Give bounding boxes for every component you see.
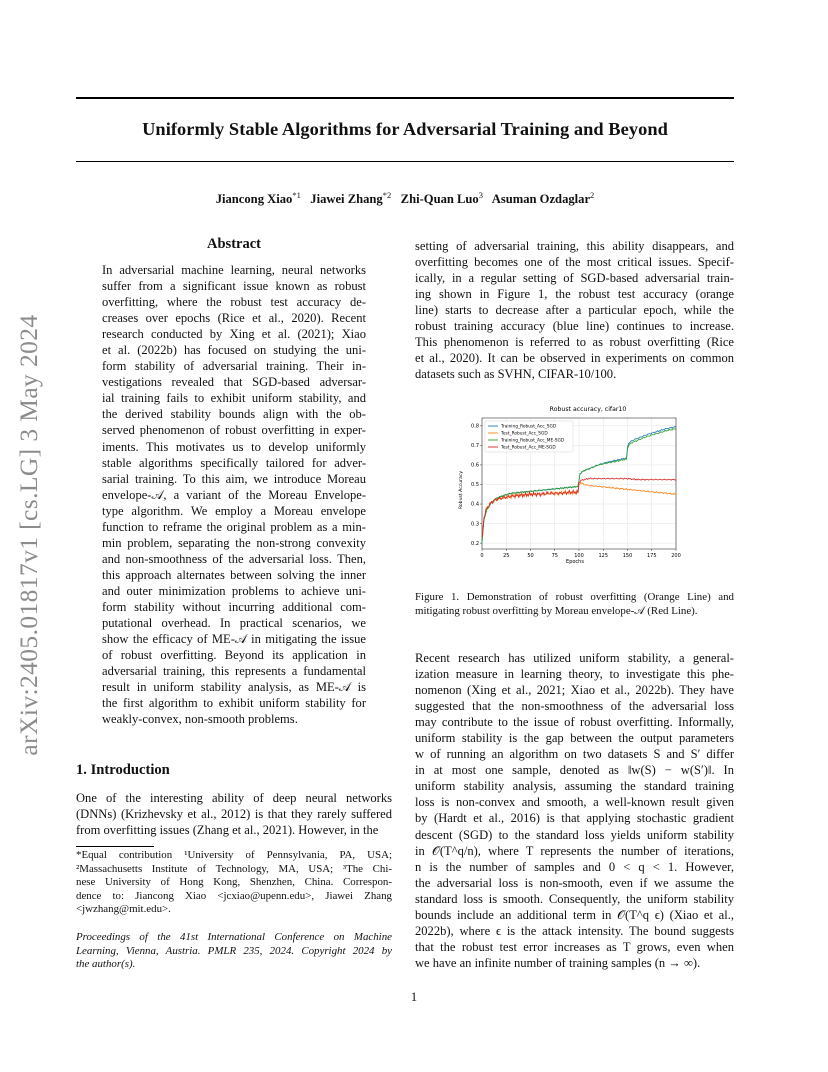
abstract-line: sarial training. To this aim, we introduce Moreau — [102, 471, 366, 486]
intro-line: One of the interesting ability of deep neural networks — [76, 791, 392, 805]
x-tick-label: 200 — [671, 553, 681, 559]
body-line: bounds include an additional term in 𝒪(T^q ϵ) (Xiao et al., — [415, 907, 734, 922]
y-tick-label: 0.5 — [471, 482, 479, 489]
abstract-line: result in uniform stability analysis, as ME-𝒜 is — [102, 680, 366, 695]
abstract-line: iments. This motivates us to develop uniformly — [102, 439, 366, 454]
y-tick-label: 0.4 — [471, 501, 479, 508]
body-line: loss is non-convex and smooth, a well-known result given — [415, 795, 734, 810]
body-line: uniform stability is the gap between the output parameters — [415, 731, 734, 746]
abstract-line: form stability without incurring additional com- — [102, 599, 366, 614]
author-name: Zhi-Quan Luo — [400, 192, 479, 207]
abstract-line: weakly-convex, non-smooth problems. — [102, 712, 298, 727]
author-list — [76, 190, 734, 207]
intro-line: (DNNs) (Krizhevsky et al., 2012) is that they rarely suffered — [76, 807, 392, 822]
title-bottom-rule — [76, 161, 734, 162]
abstract-line: min problem, separating the non-strong convexity — [102, 535, 366, 550]
figure-caption — [415, 591, 734, 619]
footnote-line: nese University of Hong Kong, Shenzhen, China. Correspon- — [76, 876, 392, 889]
y-tick-label: 0.6 — [471, 462, 479, 469]
abstract-line: function to reframe the original problem as a min- — [102, 519, 366, 534]
body-line: overfitting becomes one of the most critical issues. Specif- — [415, 255, 734, 270]
y-tick-label: 0.3 — [471, 521, 479, 528]
body-line: robust training accuracy (blue line) continues to increase. — [415, 319, 734, 334]
body-line: et al., 2020). It can be observed in experiments on common — [415, 351, 734, 366]
abstract-line: this approach alternates between solving the inner — [102, 567, 366, 582]
chart-y-axis-label: Robust Accuracy — [459, 470, 464, 510]
body-line: that the robust test error increases as T grows, even when — [415, 939, 734, 954]
title-top-rule — [76, 97, 734, 99]
footnote-line: *Equal contribution ¹University of Pennsylvania, PA, USA; — [76, 849, 392, 861]
body-line: by (Hardt et al., 2016) is that applying stochastic gradient — [415, 811, 734, 826]
abstract-line: ial training fails to exhibit uniform stability, and — [102, 391, 366, 406]
y-tick-label: 0.2 — [471, 540, 479, 547]
section-heading: 1. Introduction — [76, 762, 170, 778]
body-line: we have an infinite number of training samples (n → ∞). — [415, 955, 701, 970]
abstract-body — [102, 262, 366, 727]
abstract-line: suffer from a significant issue known as robust — [102, 279, 366, 294]
footnote-line: <jwzhang@mit.edu>. — [76, 903, 171, 916]
intro-paragraph — [76, 790, 392, 838]
body-line: ing shown in Figure 1, the robust test accuracy (orange — [415, 287, 734, 302]
author-affiliation-mark: 2 — [590, 190, 595, 200]
legend-label: Test_Robust_Acc_SGD — [501, 431, 548, 437]
abstract-line: and non-smoothness of the adversarial loss. Then, — [102, 551, 366, 566]
body-line: nomenon (Xing et al., 2021; Xiao et al., 2022b). They have — [415, 683, 734, 698]
affiliation-footnote — [76, 849, 392, 917]
y-tick-label: 0.8 — [471, 423, 479, 430]
author-name: Asuman Ozdaglar — [491, 192, 591, 207]
page-number: 1 — [410, 990, 418, 1004]
body-line: n is the number of samples and 0 < q < 1. However, — [415, 859, 734, 874]
author-name: Jiancong Xiao — [215, 192, 293, 207]
paper-title: Uniformly Stable Algorithms for Adversarial Training and Beyond — [142, 119, 668, 139]
abstract-line: vestigations revealed that SGD-based adversar- — [102, 375, 366, 390]
body-line: 2022b), where ϵ is the attack intensity. The bound suggests — [415, 923, 734, 938]
abstract-line: overfitting, where the robust test accuracy de- — [102, 295, 366, 310]
x-tick-label: 175 — [646, 553, 657, 559]
body-line: suggested that the non-smoothness of the adversarial loss — [415, 699, 734, 714]
body-line: the adversarial loss is non-smooth, even if we assume the — [415, 875, 734, 890]
abstract-heading: Abstract — [207, 236, 261, 252]
body-line: line) starts to decrease after a particular epoch, while the — [415, 303, 734, 318]
x-tick-label: 100 — [574, 553, 584, 559]
legend-label: Training_Robust_Acc_ME-SGD — [501, 438, 565, 444]
abstract-line: envelope-𝒜, a variant of the Moreau Envelope- — [102, 487, 366, 502]
body-line: datasets such as SVHN, CIFAR-10/100. — [415, 367, 617, 382]
abstract-line: creases over epochs (Rice et al., 2020). Recent — [102, 311, 366, 326]
footnote-rule — [76, 846, 154, 847]
arxiv-identifier: arXiv:2405.01817v1 [cs.LG] 3 May 2024 — [14, 314, 43, 756]
body-line: uniform stability analysis, assuming the standard training — [415, 779, 734, 794]
author-name: Jiawei Zhang — [310, 192, 383, 207]
abstract-line: type algorithm. We employ a Moreau envelope — [102, 503, 366, 518]
abstract-line: research conducted by Xing et al. (2021); Xiao — [102, 327, 366, 342]
intro-line: from overfitting issues (Zhang et al., 2021). However, in the — [76, 823, 379, 838]
abstract-line: adversarial training, this represents a fundamental — [102, 664, 366, 679]
body-line: in 𝒪(T^q/n), where T represents the number of iterations, — [415, 843, 734, 858]
robust-accuracy-chart — [448, 398, 688, 573]
abstract-line: form stability of adversarial training. Their in- — [102, 359, 366, 374]
body-line: ically, in a regular setting of SGD-based adversarial train- — [415, 271, 734, 286]
abstract-line: the first algorithm to exhibit uniform stability for — [102, 696, 366, 711]
arxiv-margin-stamp — [14, 300, 44, 770]
body-line: Recent research has utilized uniform stability, a general- — [415, 651, 734, 665]
chart-title: Robust accuracy, cifar10 — [549, 406, 627, 413]
abstract-line: stable algorithms specifically tailored for adver- — [102, 455, 366, 470]
y-tick-label: 0.7 — [471, 443, 479, 450]
body-line: descent (SGD) to the standard loss yields uniform stability — [415, 827, 734, 842]
footnote-line: dence to: Jiancong Xiao <jcxiao@upenn.edu>, Jiawei Zhang — [76, 889, 392, 902]
proceedings-line: Proceedings of the 41st International Conference on Machine — [76, 931, 392, 943]
body-line: may contribute to the issue of robust overfitting. Informally, — [415, 715, 734, 730]
x-tick-label: 0 — [480, 553, 484, 559]
x-tick-label: 50 — [527, 553, 534, 559]
right-column-paragraph-2 — [415, 650, 734, 971]
legend-label: Training_Robust_Acc_SGD — [501, 424, 557, 430]
body-line: setting of adversarial training, this ability disappears, and — [415, 239, 734, 253]
abstract-line: served phenomenon of robust overfitting in exper- — [102, 423, 366, 438]
author-affiliation-mark: *1 — [292, 190, 301, 200]
caption-line: mitigating robust overfitting by Moreau envelope-𝒜 (Red Line). — [415, 604, 698, 617]
x-tick-label: 25 — [503, 553, 510, 559]
proceedings-line: Learning, Vienna, Austria. PMLR 235, 2024. Copyright 2024 by — [76, 944, 392, 957]
x-tick-label: 125 — [598, 553, 609, 559]
abstract-line: In adversarial machine learning, neural networks — [102, 263, 366, 277]
legend-label: Test_Robust_Acc_ME-SGD — [501, 445, 556, 451]
chart-x-axis-label: Epochs — [566, 559, 584, 565]
abstract-line: the derived stability bounds align with the ob- — [102, 407, 366, 422]
abstract-line: show the efficacy of ME-𝒜 in mitigating the issue — [102, 632, 366, 647]
right-column-paragraph — [415, 238, 734, 382]
proceedings-line: the author(s). — [76, 958, 136, 971]
abstract-line: of robust overfitting. Beyond its application in — [102, 648, 366, 663]
body-line: standard loss is smooth. Consequently, the uniform stability — [415, 891, 734, 906]
body-line: ization measure in learning theory, to investigate this phe- — [415, 667, 734, 682]
footnote-line: ²Massachusetts Institute of Technology, MA, USA; ³The Chi- — [76, 862, 392, 875]
abstract-line: putational overhead. In practical scenarios, we — [102, 616, 366, 631]
proceedings-note — [76, 931, 392, 972]
body-line: in at most one sample, denoted as ‖w(S) − w(S′)‖. In — [415, 763, 734, 778]
author-affiliation-mark: *2 — [382, 190, 392, 200]
x-tick-label: 75 — [551, 553, 558, 559]
abstract-line: and outer minimization problems to achieve uni- — [102, 583, 366, 598]
body-line: w of running an algorithm on two datasets S and S′ differ — [415, 747, 734, 762]
abstract-line: et al. (2022b) has focused on studying the uni- — [102, 343, 366, 358]
caption-line: Figure 1. Demonstration of robust overfitting (Orange Line) and — [415, 591, 734, 603]
chart-legend — [485, 421, 573, 452]
body-line: This phenomenon is referred to as robust overfitting (Rice — [415, 335, 734, 350]
x-tick-label: 150 — [622, 553, 633, 559]
author-affiliation-mark: 3 — [478, 190, 483, 200]
